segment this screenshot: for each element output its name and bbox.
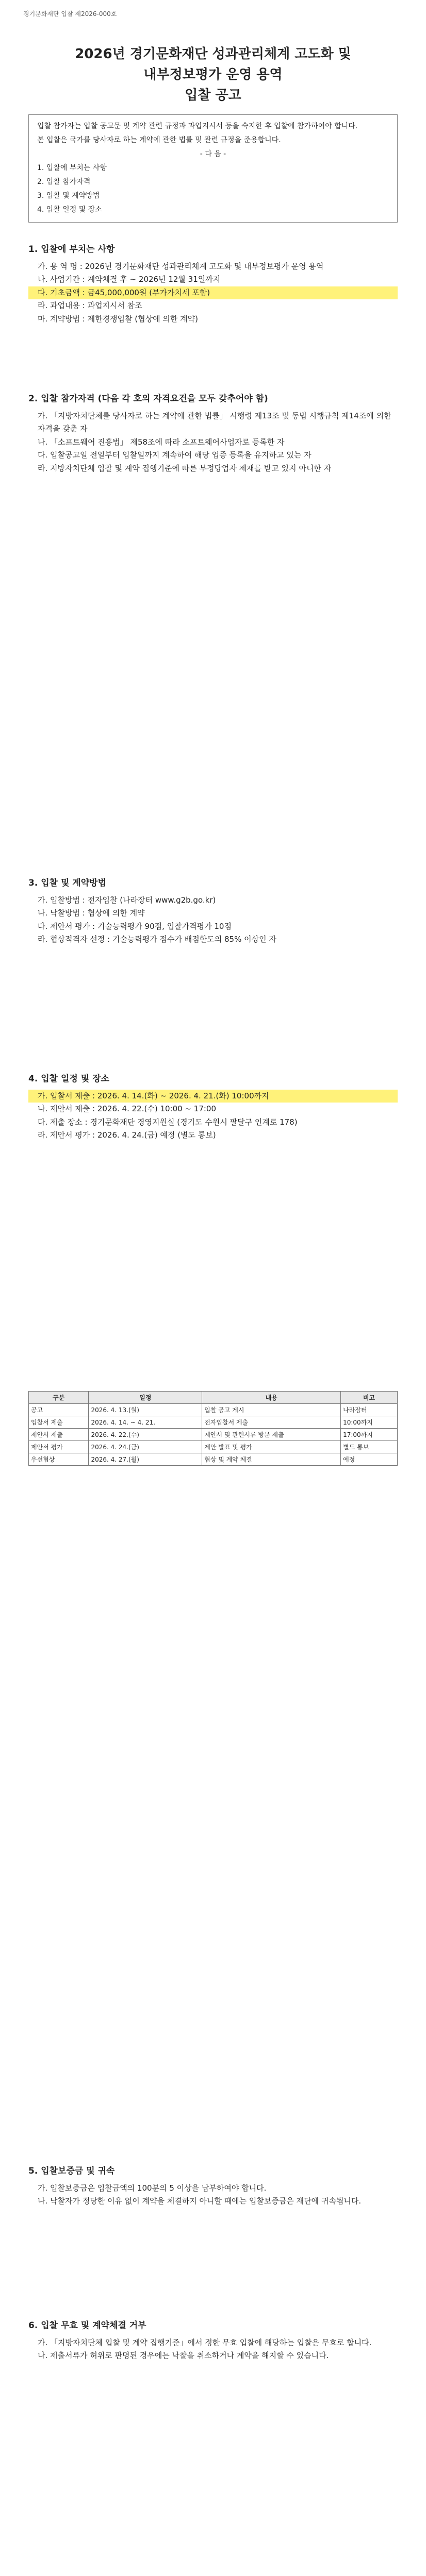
table-cell: 협상 및 계약 체결 bbox=[202, 1453, 341, 1466]
table-cell: 2026. 4. 13.(월) bbox=[89, 1404, 202, 1416]
table-cell: 제안 발표 및 평가 bbox=[202, 1441, 341, 1453]
section-1-item: 다. 기초금액 : 금45,000,000원 (부가가치세 포함) bbox=[28, 286, 398, 300]
section-6 bbox=[28, 2318, 398, 2363]
table-cell: 우선협상 bbox=[29, 1453, 89, 1466]
table-row bbox=[29, 1453, 398, 1466]
section-1-item: 나. 사업기간 : 계약체결 후 ~ 2026년 12월 31일까지 bbox=[38, 275, 221, 284]
table-row bbox=[29, 1404, 398, 1416]
section-2-item: 다. 입찰공고일 전일부터 입찰일까지 계속하여 해당 업종 등록을 유지하고 있는 자 bbox=[38, 450, 312, 460]
table-cell: 제안서 평가 bbox=[29, 1441, 89, 1453]
table-cell: 제안서 및 관련서류 방문 제출 bbox=[202, 1429, 341, 1441]
header-note: 경기문화재단 입찰 제2026-000호 bbox=[23, 10, 117, 18]
notice-item: 4. 입찰 일정 및 장소 bbox=[37, 206, 102, 214]
section-2 bbox=[28, 392, 398, 475]
notice-item: 2. 입찰 참가자격 bbox=[37, 178, 91, 186]
table-cell: 2026. 4. 22.(수) bbox=[89, 1429, 202, 1441]
title-line-3: 입찰 공고 bbox=[185, 88, 241, 103]
notice-item: 3. 입찰 및 계약방법 bbox=[37, 192, 100, 200]
section-6-item: 가. 「지방자치단체 입찰 및 계약 집행기준」에서 정한 무효 입찰에 해당하는 입찰은 무효로 합니다. bbox=[38, 2337, 372, 2347]
section-1-item: 라. 과업내용 : 과업지시서 참조 bbox=[38, 301, 142, 311]
table-row bbox=[29, 1429, 398, 1441]
section-6-item: 나. 제출서류가 허위로 판명된 경우에는 낙찰을 취소하거나 계약을 해지할 수 있습니다. bbox=[38, 2351, 329, 2361]
table-header: 비고 bbox=[341, 1392, 398, 1404]
table-cell: 별도 통보 bbox=[341, 1441, 398, 1453]
section-2-item: 나. 「소프트웨어 진흥법」 제58조에 따라 소프트웨어사업자로 등록한 자 bbox=[38, 437, 285, 447]
table-header-row bbox=[29, 1392, 398, 1404]
table-cell: 제안서 제출 bbox=[29, 1429, 89, 1441]
section-3-item: 나. 낙찰방법 : 협상에 의한 계약 bbox=[38, 908, 145, 918]
table-header: 구분 bbox=[29, 1392, 89, 1404]
table-cell: 입찰 공고 게시 bbox=[202, 1404, 341, 1416]
notice-box bbox=[28, 114, 398, 223]
section-1-item: 마. 계약방법 : 제한경쟁입찰 (협상에 의한 계약) bbox=[38, 314, 198, 324]
table-header: 일정 bbox=[89, 1392, 202, 1404]
title-line-2: 내부정보평가 운영 용역 bbox=[143, 67, 283, 82]
table-header: 내용 bbox=[202, 1392, 341, 1404]
section-4-heading: 4. 입찰 일정 및 장소 bbox=[28, 1074, 109, 1084]
section-2-heading: 2. 입찰 참가자격 (다음 각 호의 자격요건을 모두 갖추어야 함) bbox=[28, 394, 268, 404]
section-4-item: 라. 제안서 평가 : 2026. 4. 24.(금) 예정 (별도 통보) bbox=[38, 1130, 216, 1140]
section-1-item: 가. 용 역 명 : 2026년 경기문화재단 성과관리체계 고도화 및 내부정보평가 운영 용역 bbox=[38, 261, 324, 271]
table-cell: 17:00까지 bbox=[341, 1429, 398, 1441]
title-line-1: 2026년 경기문화재단 성과관리체계 고도화 및 bbox=[75, 46, 351, 62]
section-3-item: 다. 제안서 평가 : 기술능력평가 90점, 입찰가격평가 10점 bbox=[38, 921, 232, 931]
section-4-item: 나. 제안서 제출 : 2026. 4. 22.(수) 10:00 ~ 17:00 bbox=[38, 1104, 217, 1114]
table-cell: 10:00까지 bbox=[341, 1416, 398, 1429]
table-cell: 나라장터 bbox=[341, 1404, 398, 1416]
table-cell: 공고 bbox=[29, 1404, 89, 1416]
table-cell: 전자입찰서 제출 bbox=[202, 1416, 341, 1429]
notice-line-1: 입찰 참가자는 입찰 공고문 및 계약 관련 규정과 과업지시서 등을 숙지한 후 입찰에 참가하여야 합니다. bbox=[37, 122, 358, 130]
table-row bbox=[29, 1416, 398, 1429]
table-cell: 2026. 4. 27.(월) bbox=[89, 1453, 202, 1466]
notice-line-2: 본 입찰은 국가를 당사자로 하는 계약에 관한 법률 및 관련 규정을 준용합니다. bbox=[37, 136, 281, 144]
section-5-item: 나. 낙찰자가 정당한 이유 없이 계약을 체결하지 아니할 때에는 입찰보증금은 재단에 귀속됩니다. bbox=[38, 2196, 362, 2206]
section-3-item: 가. 입찰방법 : 전자입찰 (나라장터 www.g2b.go.kr) bbox=[38, 895, 216, 905]
table-cell: 입찰서 제출 bbox=[29, 1416, 89, 1429]
section-3-item: 라. 협상적격자 선정 : 기술능력평가 점수가 배점한도의 85% 이상인 자 bbox=[38, 935, 276, 944]
section-1 bbox=[28, 242, 398, 326]
section-4-item: 다. 제출 장소 : 경기문화재단 경영지원실 (경기도 수원시 팔달구 인계로 178) bbox=[38, 1117, 298, 1127]
section-5-heading: 5. 입찰보증금 및 귀속 bbox=[28, 2166, 115, 2176]
section-3 bbox=[28, 876, 398, 946]
table-cell: 2026. 4. 24.(금) bbox=[89, 1441, 202, 1453]
table-cell: 예정 bbox=[341, 1453, 398, 1466]
section-5-item: 가. 입찰보증금은 입찰금액의 100분의 5 이상을 납부하여야 합니다. bbox=[38, 2183, 267, 2193]
section-2-item: 가. 「지방자치단체를 당사자로 하는 계약에 관한 법률」 시행령 제13조 및 동법 시행규칙 제14조에 의한 자격을 갖춘 자 bbox=[38, 411, 391, 434]
table-row bbox=[29, 1441, 398, 1453]
section-5 bbox=[28, 2164, 398, 2208]
section-3-heading: 3. 입찰 및 계약방법 bbox=[28, 878, 106, 888]
section-4 bbox=[28, 1072, 398, 1142]
section-4-item: 가. 입찰서 제출 : 2026. 4. 14.(화) ~ 2026. 4. 21.(화) 10:00까지 bbox=[28, 1090, 398, 1103]
section-6-heading: 6. 입찰 무효 및 계약체결 거부 bbox=[28, 2320, 146, 2331]
notice-item: 1. 입찰에 부치는 사항 bbox=[37, 164, 107, 172]
table-cell: 2026. 4. 14. ~ 4. 21. bbox=[89, 1416, 202, 1429]
schedule-table bbox=[28, 1391, 398, 1466]
section-1-heading: 1. 입찰에 부치는 사항 bbox=[28, 244, 115, 255]
notice-line-3: - 다 음 - bbox=[200, 150, 226, 158]
section-2-item: 라. 지방자치단체 입찰 및 계약 집행기준에 따른 부정당업자 제재를 받고 있지 아니한 자 bbox=[38, 463, 332, 473]
